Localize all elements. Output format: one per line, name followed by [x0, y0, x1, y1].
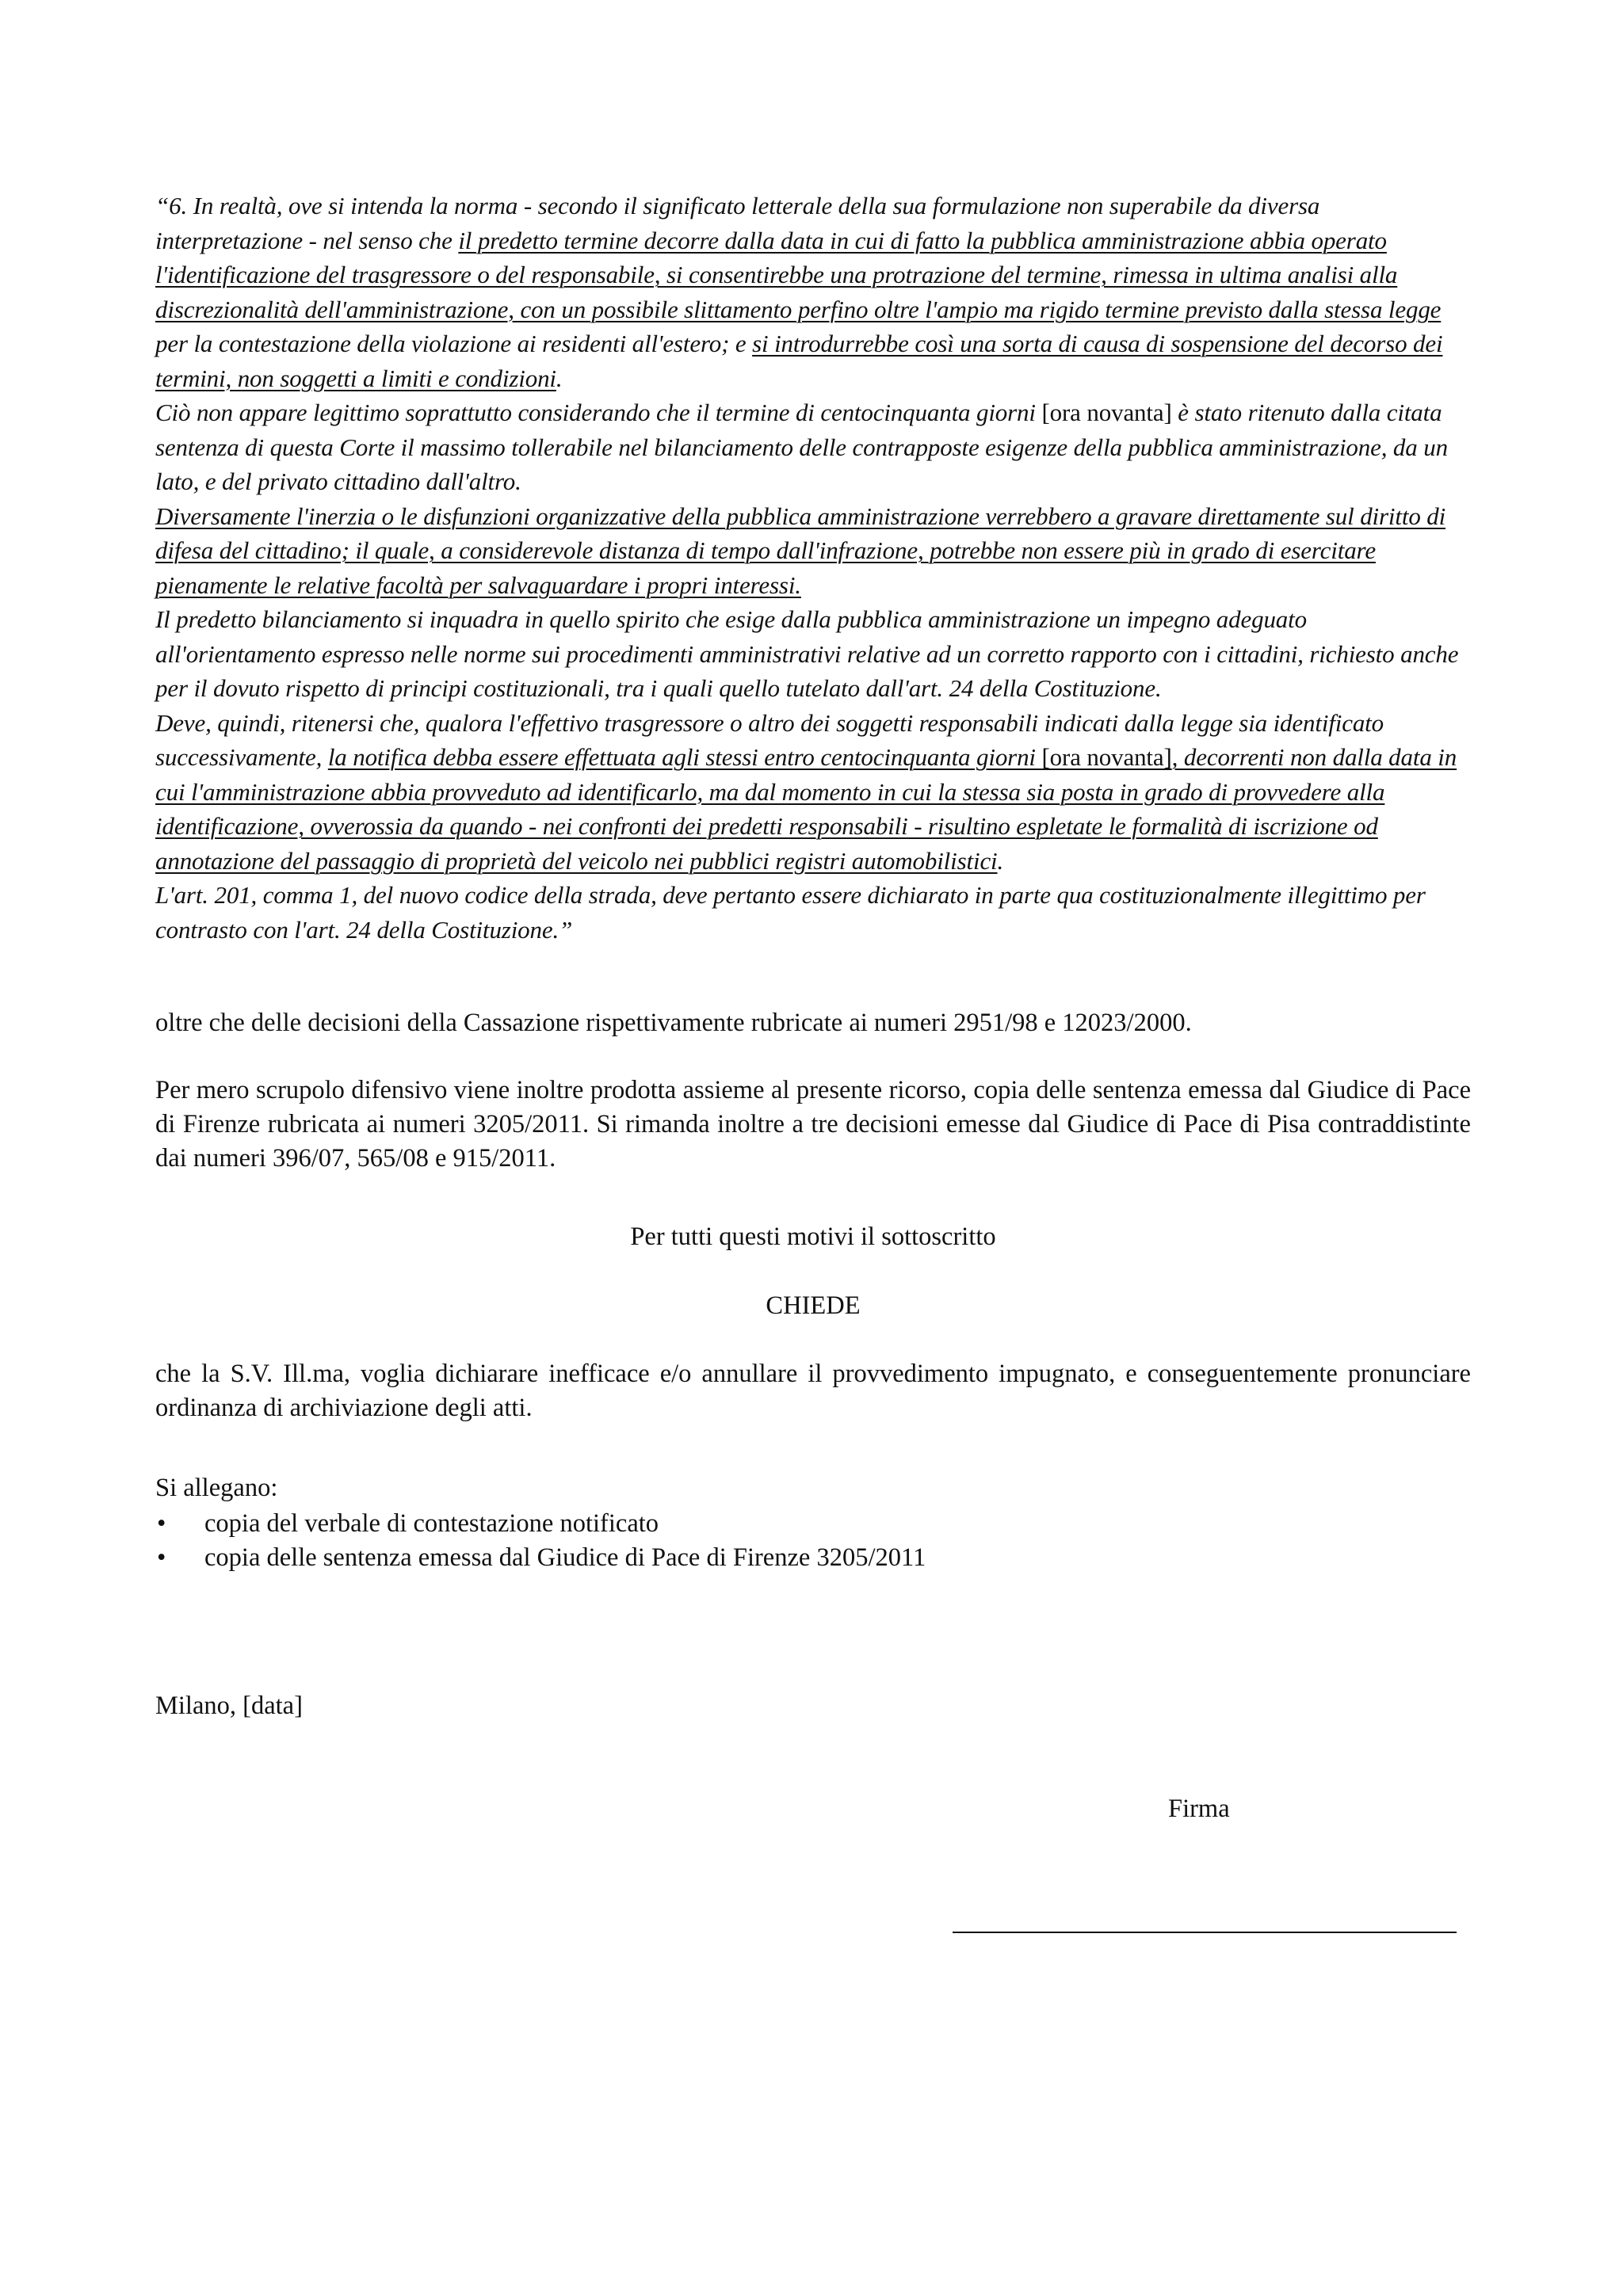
attachment-text: copia del verbale di contestazione notificato — [204, 1509, 659, 1538]
underlined-quote-text: , decorrenti non dalla data in cui l'amministrazione abbia provveduto ad identificarlo, ma dal momento in cui la stessa sia posta in grado di provvedere alla identificazione, ovverossia da quando - nei confronti dei predetti responsabili - risultino espletate le formalità di iscrizione od annotazione del passaggio di proprietà del veicolo nei pubblici registri automobilistici — [155, 743, 1457, 875]
underlined-quote-text: il predetto termine decorre dalla data in cui di fatto la pubblica amministrazione abbia operato l'identificazione del trasgressore o del responsabile, si consentirebbe una protrazione del termine, rimessa in ultima analisi alla discrezionalità dell'amministrazione, con un possibile slittamento perfino oltre l'ampio ma rigido termine previsto dalla stessa legge — [155, 226, 1442, 323]
chiede-heading: CHIEDE — [766, 1291, 861, 1320]
editorial-insertion: [ora novanta] — [1041, 743, 1172, 771]
quote-text: . — [556, 364, 563, 392]
quote-text: Il predetto bilanciamento si inquadra in quello spirito che esige dalla pubblica amministrazione un impegno adeguato all'orientamento espresso nelle norme sui procedimenti amministrativi relative ad un corretto rapporto con i cittadini, richiesto anche per il dovuto rispetto di principi costituzionali, tra i quali quello tutelato dall'art. 24 della Costituzione. — [155, 605, 1459, 702]
quote-text: L'art. 201, comma 1, del nuovo codice della strada, deve pertanto essere dichiarato in parte qua costituzionalmente illegittimo per contrasto con l'art. 24 della Costituzione.” — [155, 881, 1426, 944]
quote-text: . — [997, 846, 1004, 875]
motives-line: Per tutti questi motivi il sottoscritto — [630, 1222, 996, 1251]
quote-paragraph-balance — [155, 602, 1471, 706]
bullet-icon: • — [157, 1543, 166, 1572]
signature-line — [953, 1932, 1457, 1933]
attachments-list — [155, 1507, 1471, 1575]
attachments-label: Si allegano: — [155, 1474, 278, 1502]
quote-paragraph-6 — [155, 189, 1471, 395]
quote-text: per la contestazione della violazione ai residenti all'estero; e — [155, 330, 753, 357]
list-item — [155, 1507, 1471, 1541]
cassazione-paragraph: oltre che delle decisioni della Cassazione rispettivamente rubricate ai numeri 2951/98 e 12023/2000. — [155, 1009, 1192, 1037]
quote-paragraph-article-201 — [155, 878, 1471, 947]
underlined-quote-text: Diversamente l'inerzia o le disfunzioni organizzative della pubblica amministrazione verrebbero a gravare direttamente sul diritto di difesa del cittadino; il quale, a considerevole distanza di tempo dall'infrazione, potrebbe non essere più in grado di esercitare pienamente le relative facoltà per salvaguardare i propri interessi. — [155, 502, 1446, 599]
quote-paragraph-legitimacy — [155, 395, 1471, 499]
quote-paragraph-notification — [155, 706, 1471, 879]
editorial-insertion: [ora novanta] — [1041, 399, 1172, 426]
place-date: Milano, [data] — [155, 1691, 303, 1720]
quote-text: Deve, quindi, ritenersi che, qualora l'effettivo trasgressore o altro dei soggetti responsabili indicati dalla legge sia identificato successivamente, — [155, 708, 1384, 771]
underlined-quote-text: la notifica debba essere effettuata agli stessi entro centocinquanta giorni — [327, 743, 1042, 771]
quote-text: è stato ritenuto dalla citata sentenza di questa Corte il massimo tollerabile nel bilanciamento delle contrapposte esigenze della pubblica amministrazione, da un lato, e del privato cittadino dall'altro. — [155, 399, 1448, 495]
request-paragraph: che la S.V. Ill.ma, voglia dichiarare inefficace e/o annullare il provvedimento impugnato, e conseguentemente pronunciare ordinanza di archiviazione degli atti. — [155, 1360, 1471, 1422]
underlined-quote-text: si introdurrebbe così una sorta di causa di sospensione del decorso dei termini, non soggetti a limiti e condizioni — [155, 330, 1443, 392]
quote-text: Ciò non appare legittimo soprattutto considerando che il termine di centocinquanta giorni — [155, 399, 1042, 426]
signature-label: Firma — [1168, 1794, 1230, 1823]
quote-paragraph-inertia — [155, 499, 1471, 603]
bullet-icon: • — [157, 1509, 166, 1538]
quoted-court-ruling — [155, 189, 1471, 947]
defensive-scruple-paragraph: Per mero scrupolo difensivo viene inoltre prodotta assieme al presente ricorso, copia delle sentenza emessa dal Giudice di Pace di Firenze rubricata ai numeri 3205/2011. Si rimanda inoltre a tre decisioni emesse dal Giudice di Pace di Pisa contraddistinte dai numeri 396/07, 565/08 e 915/2011. — [155, 1076, 1471, 1173]
list-item — [155, 1541, 1471, 1575]
attachment-text: copia delle sentenza emessa dal Giudice di Pace di Firenze 3205/2011 — [204, 1543, 926, 1572]
quote-text: “6. In realtà, ove si intenda la norma - secondo il significato letterale della sua formulazione non superabile da diversa interpretazione - nel senso che — [155, 192, 1320, 254]
